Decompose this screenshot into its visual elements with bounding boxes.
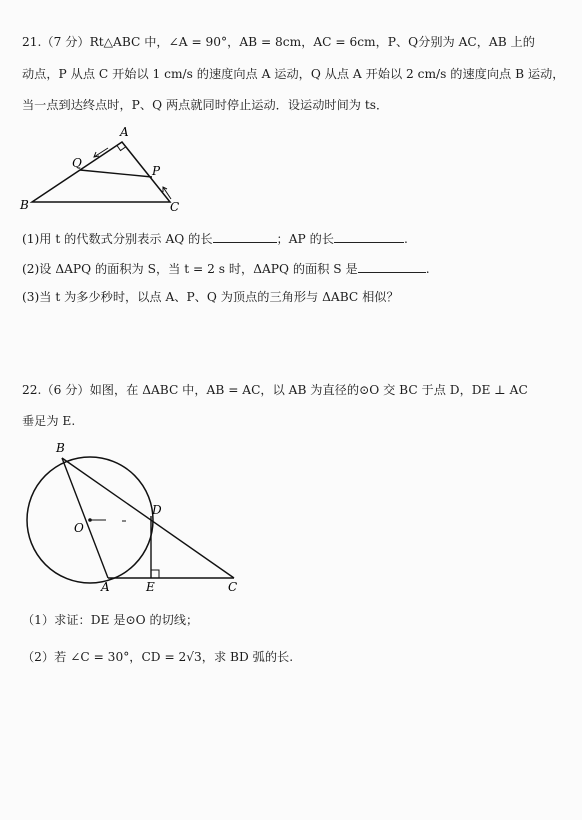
q21-stem-line2: 动点，P 从点 C 开始以 1 cm/s 的速度向点 A 运动，Q 从点 A 开始以 2 cm/s 的速度向点 B 运动， <box>22 67 565 81</box>
diameter-ab <box>62 458 108 578</box>
answer-blank-aq[interactable] <box>213 230 277 243</box>
q21-part1-text-c: . <box>403 232 408 246</box>
q22-stem-line2: 垂足为 E. <box>22 414 76 428</box>
answer-blank-ap[interactable] <box>334 230 404 243</box>
label-b2: B <box>56 441 65 455</box>
answer-blank-area[interactable] <box>358 260 426 273</box>
label-b: B <box>20 198 29 212</box>
q21-stem-line1: 21.（7 分）Rt△ABC 中，∠A = 90°，AB = 8cm，AC = 6cm，P、Q分别为 AC，AB 上的 <box>22 35 535 49</box>
q21-part2-text-a: (2)设 ΔAPQ 的面积为 S，当 t = 2 s 时，ΔAPQ 的面积 S 是 <box>22 262 358 276</box>
q22-part2: （2）若 ∠C = 30°，CD = 2√3，求 BD 弧的长. <box>22 650 294 664</box>
label-c: C <box>170 200 180 214</box>
segment-bc <box>62 458 234 578</box>
q21-part1-text-b: ；AP 的长 <box>276 232 334 246</box>
label-q: Q <box>72 156 82 170</box>
q22-part1: （1）求证：DE 是⊙O 的切线； <box>22 613 199 627</box>
label-p: P <box>152 164 161 178</box>
q21-stem-line3: 当一点到达终点时，P、Q 两点就同时停止运动．设运动时间为 ts． <box>22 98 389 112</box>
label-a: A <box>120 125 129 139</box>
q21-triangle-figure <box>18 122 193 214</box>
label-o: O <box>74 521 84 535</box>
q22-circle-figure <box>14 440 250 596</box>
segment-pq <box>80 170 152 177</box>
q21-part3: (3)当 t 为多少秒时，以点 A、P、Q 为顶点的三角形与 ΔABC 相似？ <box>22 290 399 304</box>
label-e: E <box>146 580 155 594</box>
q21-part1-text-a: (1)用 t 的代数式分别表示 AQ 的长 <box>22 232 213 246</box>
q21-part2 <box>22 260 582 277</box>
label-d: D <box>152 503 162 517</box>
q22-stem-line1: 22.（6 分）如图，在 ΔABC 中，AB = AC，以 AB 为直径的⊙O 交 BC 于点 D，DE ⊥ AC <box>22 383 528 397</box>
label-c2: C <box>228 580 238 594</box>
q21-part1 <box>22 230 582 247</box>
right-angle-mark-e <box>151 570 159 578</box>
label-a2: A <box>101 580 110 594</box>
right-angle-mark <box>117 146 126 151</box>
q21-part2-text-b: . <box>425 262 430 276</box>
